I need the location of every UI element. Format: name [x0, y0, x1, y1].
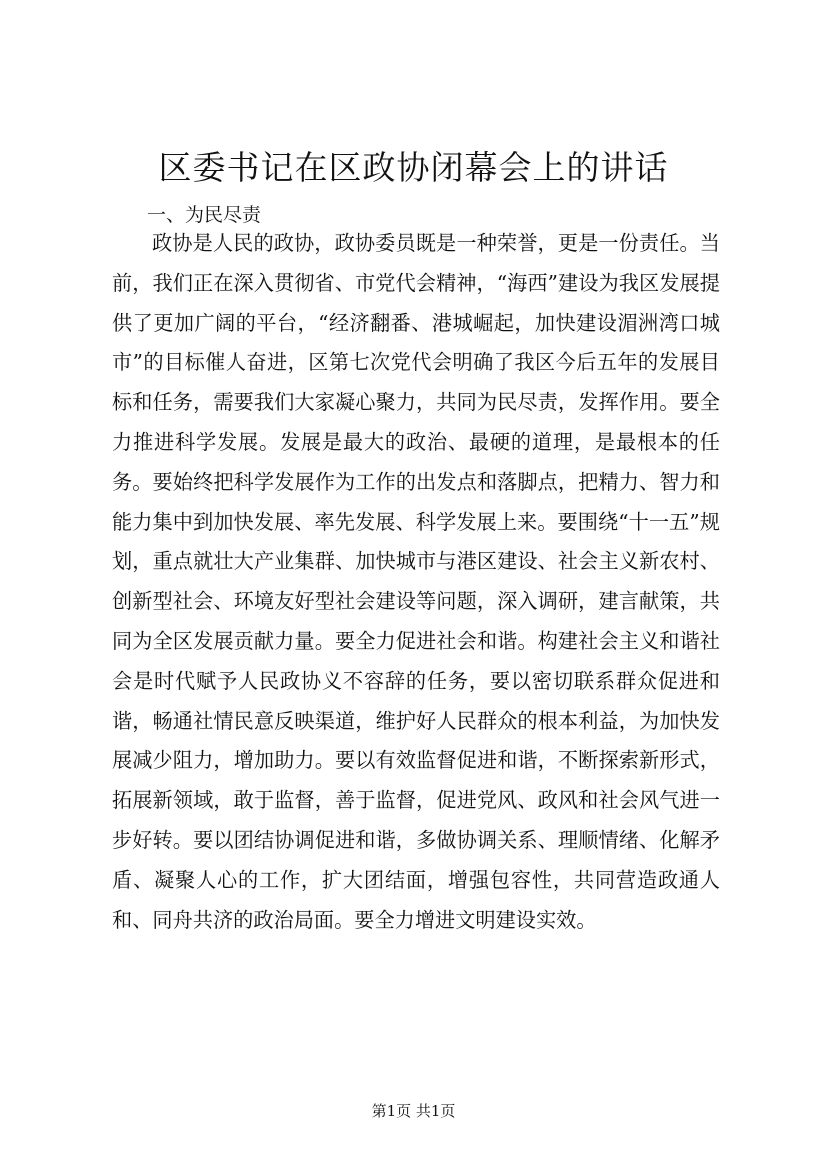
- page-number-footer: 第1页 共1页: [371, 1102, 456, 1120]
- page-title: 区委书记在区政协闭幕会上的讲话: [158, 148, 669, 187]
- section-heading: 一、为民尽责: [147, 204, 262, 226]
- body-paragraph: 政协是人民的政协，政协委员既是一种荣誉，更是一份责任。当前，我们正在深入贯彻省、市党代会精神，“海西”建设为我区发展提供了更加广阔的平台，“经济翻番、港城崛起，加快建设湄洲湾口城市”的目标催人奋进，区第七次党代会明确了我区今后五年的发展目标和任务，需要我们大家凝心聚力，共同为民尽责，发挥作用。要全力推进科学发展。发展是最大的政治、最硬的道理，是最根本的任务。要始终把科学发展作为工作的出发点和落脚点，把精力、智力和能力集中到加快发展、率先发展、科学发展上来。要围绕“十一五”规划，重点就壮大产业集群、加快城市与港区建设、社会主义新农村、创新型社会、环境友好型社会建设等问题，深入调研，建言献策，共同为全区发展贡献力量。要全力促进社会和谐。构建社会主义和谐社会是时代赋予人民政协义不容辞的任务，要以密切联系群众促进和谐，畅通社情民意反映渠道，维护好人民群众的根本利益，为加快发展减少阻力，增加助力。要以有效监督促进和谐，不断探索新形式，拓展新领域，敢于监督，善于监督，促进党风、政风和社会风气进一步好转。要以团结协调促进和谐，多做协调关系、理顺情绪、化解矛盾、凝聚人心的工作，扩大团结面，增强包容性，共同营造政通人和、同舟共济的政治局面。要全力增进文明建设实效。: [112, 231, 720, 932]
